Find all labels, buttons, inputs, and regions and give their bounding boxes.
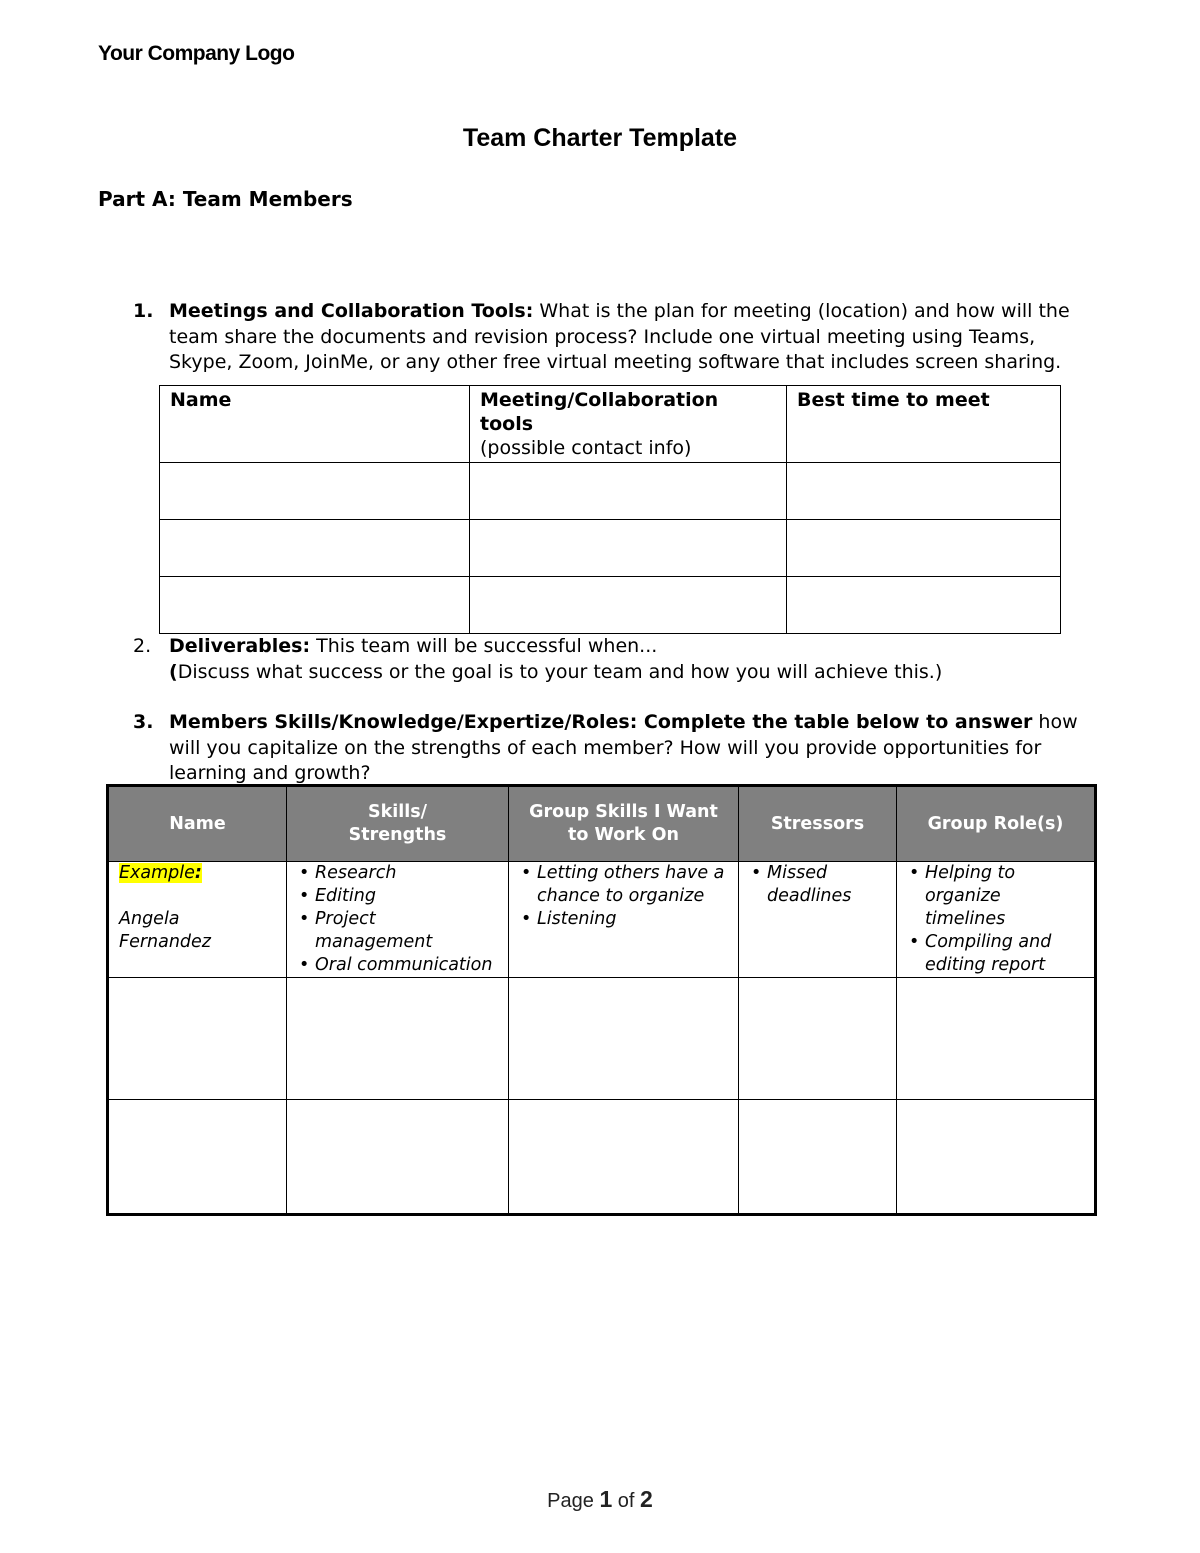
header-stressors: Stressors: [739, 786, 897, 862]
table-cell[interactable]: [509, 1100, 739, 1215]
table-cell[interactable]: [287, 1100, 509, 1215]
table-cell[interactable]: [470, 520, 787, 577]
item-heading: Deliverables:: [169, 635, 311, 657]
example-name-cell: Example: Angela Fernandez: [108, 862, 287, 978]
item-heading: Meetings and Collaboration Tools:: [169, 300, 534, 322]
member-skills-table: [106, 784, 1097, 1216]
list-item: • Letting others have a chance to organize: [519, 862, 728, 908]
table-cell[interactable]: [160, 520, 470, 577]
item-deliverables: 2. Deliverables: This team will be successful when... (Discuss what success or the goal is to your team and how you will achieve this.): [133, 635, 943, 683]
header-group-roles: Group Role(s): [897, 786, 1096, 862]
list-item: • Oral communication: [297, 954, 498, 977]
item-number: 1.: [133, 300, 154, 322]
page-title: Team Charter Template: [462, 124, 738, 152]
item-number: 2.: [133, 635, 152, 657]
meetings-table: [159, 385, 1061, 634]
company-logo: Your Company Logo: [98, 42, 295, 65]
header-tools: Meeting/Collaboration tools (possible contact info): [470, 386, 787, 463]
table-cell[interactable]: [739, 978, 897, 1100]
header-name: Name: [108, 786, 287, 862]
table-cell[interactable]: [470, 577, 787, 634]
table-cell[interactable]: [897, 1100, 1096, 1215]
table-cell[interactable]: [787, 520, 1061, 577]
header-group-skills: Group Skills I Want to Work On: [509, 786, 739, 862]
table-cell[interactable]: [739, 1100, 897, 1215]
example-group-skills-cell: [509, 862, 739, 978]
table-cell[interactable]: [470, 463, 787, 520]
item-text-line2: Discuss what success or the goal is to your team and how you will achieve this.): [177, 660, 943, 683]
example-roles-cell: [897, 862, 1096, 978]
item-member-skills: [133, 710, 1093, 787]
table-cell[interactable]: [897, 978, 1096, 1100]
example-label: Example:: [119, 863, 202, 883]
table-cell[interactable]: [509, 978, 739, 1100]
table-cell[interactable]: [287, 978, 509, 1100]
list-item: • Helping to organize timelines: [907, 862, 1084, 931]
item-heading: Members Skills/Knowledge/Expertize/Roles: Complete the table below to answer: [169, 711, 1033, 733]
table-cell[interactable]: [787, 577, 1061, 634]
table-cell[interactable]: [160, 463, 470, 520]
list-item: • Research: [297, 862, 498, 885]
item-text: What is the plan for meeting (location) and how will the team share the documents and revision process? Include one virtual meeting using Teams, Skype, Zoom, JoinMe, or any other free virtual meeting software that includes screen sharing.: [169, 300, 1070, 373]
item-text: This team will be successful when...: [310, 635, 658, 657]
list-item: • Editing: [297, 885, 498, 908]
header-skills: Skills/ Strengths: [287, 786, 509, 862]
item-meetings: [133, 299, 1093, 376]
section-heading-part-a: Part A: Team Members: [98, 187, 353, 211]
header-best-time: Best time to meet: [787, 386, 1061, 463]
list-item: • Missed deadlines: [749, 862, 886, 908]
example-stressors-cell: [739, 862, 897, 978]
table-cell[interactable]: [108, 978, 287, 1100]
list-item: • Compiling and editing report: [907, 931, 1084, 977]
item-text: how will you capitalize on the strengths of each member? How will you provide opportunities for learning and growth?: [169, 711, 1078, 784]
list-item: • Project management: [297, 908, 498, 954]
table-cell[interactable]: [160, 577, 470, 634]
page-footer: Page 1 of 2: [547, 1486, 653, 1512]
example-skills-cell: [287, 862, 509, 978]
table-cell[interactable]: [787, 463, 1061, 520]
header-name: Name: [160, 386, 470, 463]
item-number: 3.: [133, 711, 154, 733]
table-cell[interactable]: [108, 1100, 287, 1215]
list-item: • Listening: [519, 908, 728, 931]
